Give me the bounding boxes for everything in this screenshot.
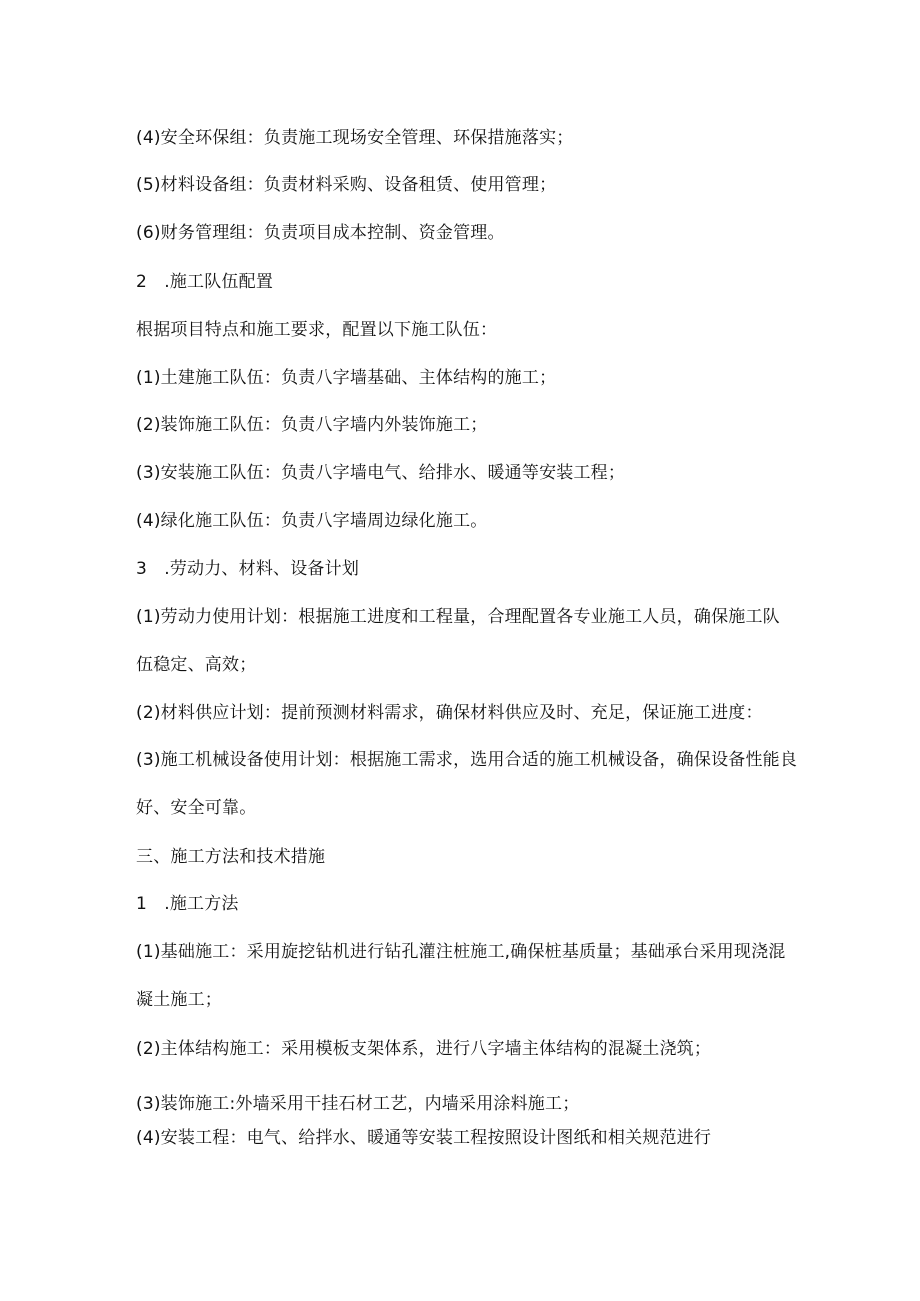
text-line: 好、安全可靠。 <box>136 798 257 818</box>
text-line: (6)财务管理组：负责项目成本控制、资金管理。 <box>136 223 505 243</box>
text-line: (2)材料供应计划：提前预测材料需求，确保材料供应及时、充足，保证施工进度： <box>136 703 763 723</box>
section-heading: 1 .施工方法 <box>136 894 239 914</box>
text-line: (1)基础施工：采用旋挖钻机进行钻孔灌注桩施工,确保桩基质量；基础承台采用现浇混 <box>136 942 786 962</box>
text-line: (4)安装工程：电气、给拌水、暖通等安装工程按照设计图纸和相关规范进行 <box>136 1128 712 1148</box>
text-line: (3)装饰施工:外墙采用干挂石材工艺，内墙采用涂料施工； <box>136 1094 580 1114</box>
text-line: (4)绿化施工队伍：负责八字墙周边绿化施工。 <box>136 511 488 531</box>
text-line: (2)装饰施工队伍：负责八字墙内外装饰施工； <box>136 415 488 435</box>
text-line: (4)安全环保组：负责施工现场安全管理、环保措施落实； <box>136 128 574 148</box>
section-heading: 3 .劳动力、材料、设备计划 <box>136 559 360 579</box>
text-line: (1)土建施工队伍：负责八字墙基础、主体结构的施工； <box>136 368 557 388</box>
chapter-heading: 三、施工方法和技术措施 <box>136 847 326 867</box>
text-line: 根据项目特点和施工要求，配置以下施工队伍： <box>136 320 498 340</box>
text-line: (3)施工机械设备使用计划：根据施工需求，选用合适的施工机械设备，确保设备性能良 <box>136 750 798 770</box>
section-heading: 2 .施工队伍配置 <box>136 272 274 292</box>
text-line: (2)主体结构施工：采用模板支架体系，进行八字墙主体结构的混凝土浇筑； <box>136 1039 712 1059</box>
text-line: (3)安装施工队伍：负责八字墙电气、给排水、暖通等安装工程； <box>136 463 626 483</box>
text-line: 凝土施工； <box>136 990 222 1010</box>
text-line: (5)材料设备组：负责材料采购、设备租赁、使用管理； <box>136 175 557 195</box>
text-line: (1)劳动力使用计划：根据施工进度和工程量，合理配置各专业施工人员，确保施工队 <box>136 607 780 627</box>
text-line: 伍稳定、高效； <box>136 655 257 675</box>
